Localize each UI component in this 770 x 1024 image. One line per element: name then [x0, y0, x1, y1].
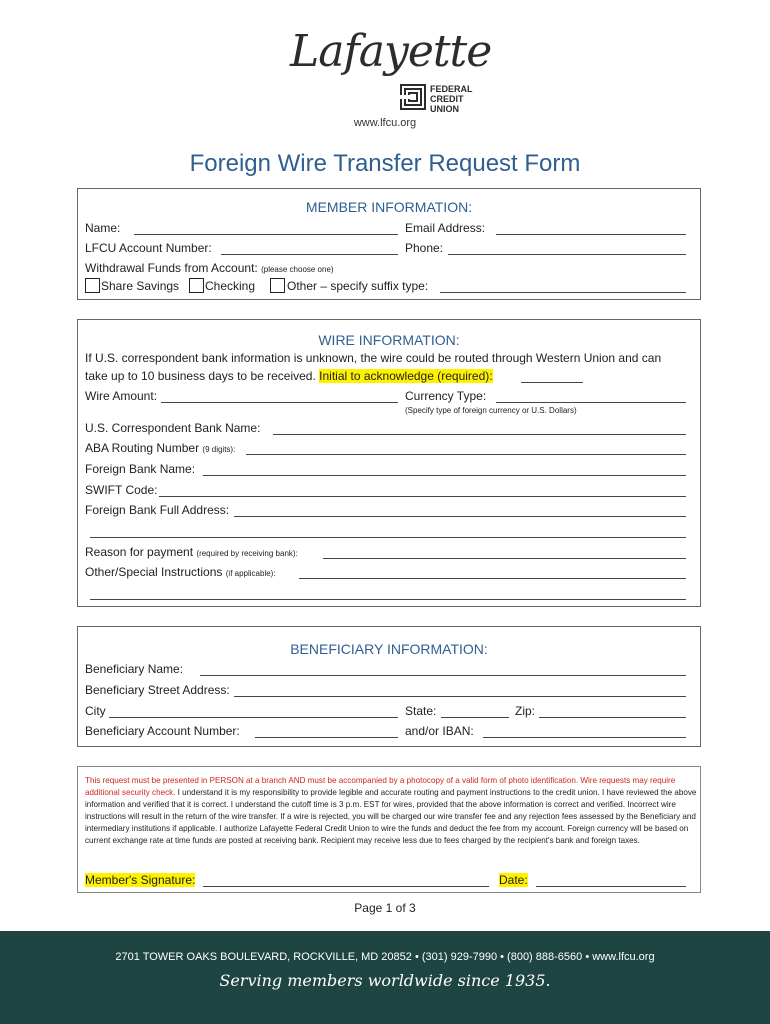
state-field[interactable]: [441, 717, 509, 718]
initial-acknowledge-field[interactable]: [521, 382, 583, 383]
correspondent-bank-label: U.S. Correspondent Bank Name:: [85, 421, 261, 435]
member-information-section: [77, 188, 701, 300]
special-instructions-label: [85, 565, 276, 579]
in-person-requirement: This request must be presented in PERSON at a branch AND must be accompanied by a photocopy of a valid form of photo identification. Wire requests may require additional security check.: [85, 776, 676, 798]
special-instructions-label-text: Other/Special Instructions: [85, 565, 223, 579]
currency-type-field[interactable]: [496, 402, 686, 403]
aba-routing-hint: (9 digits):: [202, 445, 236, 454]
member-signature-label: Member's Signature:: [85, 873, 196, 887]
logo-word-federal: FEDERAL: [430, 84, 473, 94]
wire-amount-label: Wire Amount:: [85, 389, 158, 403]
checking-checkbox[interactable]: [189, 278, 204, 293]
foreign-bank-address-label: Foreign Bank Full Address:: [85, 503, 230, 517]
member-signature-field[interactable]: [203, 886, 489, 887]
zip-field[interactable]: [539, 717, 686, 718]
beneficiary-section-title: BENEFICIARY INFORMATION:: [290, 641, 488, 657]
email-field[interactable]: [496, 234, 686, 235]
iban-field[interactable]: [483, 737, 686, 738]
beneficiary-information-section: [77, 626, 701, 747]
foreign-bank-address-field-2[interactable]: [90, 537, 686, 538]
member-name-field[interactable]: [134, 234, 398, 235]
foreign-bank-name-field[interactable]: [203, 475, 686, 476]
checking-label: Checking: [205, 279, 256, 293]
beneficiary-street-label: Beneficiary Street Address:: [85, 683, 230, 697]
logo-script-text: Lafayette: [290, 26, 492, 77]
special-instructions-field-2[interactable]: [90, 599, 686, 600]
beneficiary-street-field[interactable]: [234, 696, 686, 697]
footer-bar: [0, 931, 770, 1024]
withdrawal-label: [85, 261, 334, 275]
beneficiary-account-field[interactable]: [255, 737, 398, 738]
footer-tagline: Serving members worldwide since 1935.: [219, 971, 551, 990]
swift-code-label: SWIFT Code:: [85, 483, 158, 497]
account-number-label: LFCU Account Number:: [85, 241, 212, 255]
terms-text: [85, 775, 697, 848]
foreign-bank-name-label: Foreign Bank Name:: [85, 462, 196, 476]
terms-body: I understand it is my responsibility to provide legible and accurate routing and payment instructions to the credit union. I have reviewed the above information and verified that it is correct. I understand the cutoff time is 3 p.m. EST for wires, provided that the above information is correct and verified. Incorrect wire instructions will result in the return of the wire transfer. If a wire is rejected, you will be charged our wire transfer fee and any rejection fees assessed by the Beneficiary and intermediary institutions if applicable. I authorize Lafayette Federal Credit Union to wire the funds and deduct the fee from my account. Foreign currency will be based on current exchange rate at time funds are posted at receiving bank. Recipient may receive less due to fees charged by the recipient's bank and foreign taxes.: [85, 788, 697, 846]
logo-mark-icon: [400, 84, 426, 110]
share-savings-label: Share Savings: [101, 279, 180, 293]
beneficiary-name-field[interactable]: [200, 675, 686, 676]
share-savings-checkbox[interactable]: [85, 278, 100, 293]
zip-label: Zip:: [515, 704, 536, 718]
withdrawal-label-text: Withdrawal Funds from Account:: [85, 261, 258, 275]
phone-field[interactable]: [448, 254, 686, 255]
phone-label: Phone:: [405, 241, 444, 255]
withdrawal-hint: (please choose one): [261, 265, 334, 274]
reason-label-text: Reason for payment: [85, 545, 194, 559]
notice-line-2-text: take up to 10 business days to be received.: [85, 369, 316, 383]
beneficiary-account-label: Beneficiary Account Number:: [85, 724, 240, 738]
aba-routing-field[interactable]: [246, 454, 686, 455]
account-number-field[interactable]: [221, 254, 398, 255]
footer-address: 2701 TOWER OAKS BOULEVARD, ROCKVILLE, MD 20852 • (301) 929-7990 • (800) 888-6560 • www.lfcu.org: [115, 951, 655, 963]
date-field[interactable]: [536, 886, 686, 887]
reason-for-payment-field[interactable]: [323, 558, 686, 559]
special-instructions-hint: (if applicable):: [225, 569, 276, 578]
website-link[interactable]: www.lfcu.org: [353, 117, 417, 129]
member-name-label: Name:: [85, 221, 121, 235]
wire-amount-field[interactable]: [161, 402, 398, 403]
foreign-bank-address-field[interactable]: [234, 516, 686, 517]
email-label: Email Address:: [405, 221, 486, 235]
date-label: Date:: [499, 873, 528, 887]
western-union-notice-line-1: If U.S. correspondent bank information is unknown, the wire could be routed through Western Union and can: [85, 351, 662, 365]
wire-section-title: WIRE INFORMATION:: [318, 332, 460, 348]
initial-acknowledge-label: Initial to acknowledge (required):: [319, 369, 493, 383]
logo-subtitle: [430, 84, 473, 114]
logo-word-union: UNION: [430, 104, 459, 114]
logo-word-credit: CREDIT: [430, 94, 464, 104]
page-number: Page 1 of 3: [354, 901, 416, 915]
reason-for-payment-label: [85, 545, 298, 559]
other-suffix-label: Other – specify suffix type:: [287, 279, 429, 293]
reason-hint: (required by receiving bank):: [196, 549, 298, 558]
terms-notice-section: [77, 766, 701, 893]
aba-routing-label: [85, 441, 235, 455]
member-section-title: MEMBER INFORMATION:: [305, 199, 473, 215]
form-title: Foreign Wire Transfer Request Form: [189, 150, 581, 177]
currency-type-label: Currency Type:: [405, 389, 487, 403]
western-union-notice-line-2: [85, 369, 493, 383]
state-label: State:: [405, 704, 437, 718]
other-suffix-field[interactable]: [440, 292, 686, 293]
swift-code-field[interactable]: [159, 496, 686, 497]
lafayette-logo: [290, 26, 490, 116]
special-instructions-field[interactable]: [299, 578, 686, 579]
beneficiary-name-label: Beneficiary Name:: [85, 662, 184, 676]
currency-type-hint: (Specify type of foreign currency or U.S. Dollars): [405, 406, 577, 415]
aba-routing-label-text: ABA Routing Number: [85, 441, 200, 455]
wire-information-section: [77, 319, 701, 607]
correspondent-bank-field[interactable]: [273, 434, 686, 435]
iban-label: and/or IBAN:: [405, 724, 474, 738]
city-field[interactable]: [109, 717, 398, 718]
other-checkbox[interactable]: [270, 278, 285, 293]
city-label: City: [85, 704, 106, 718]
